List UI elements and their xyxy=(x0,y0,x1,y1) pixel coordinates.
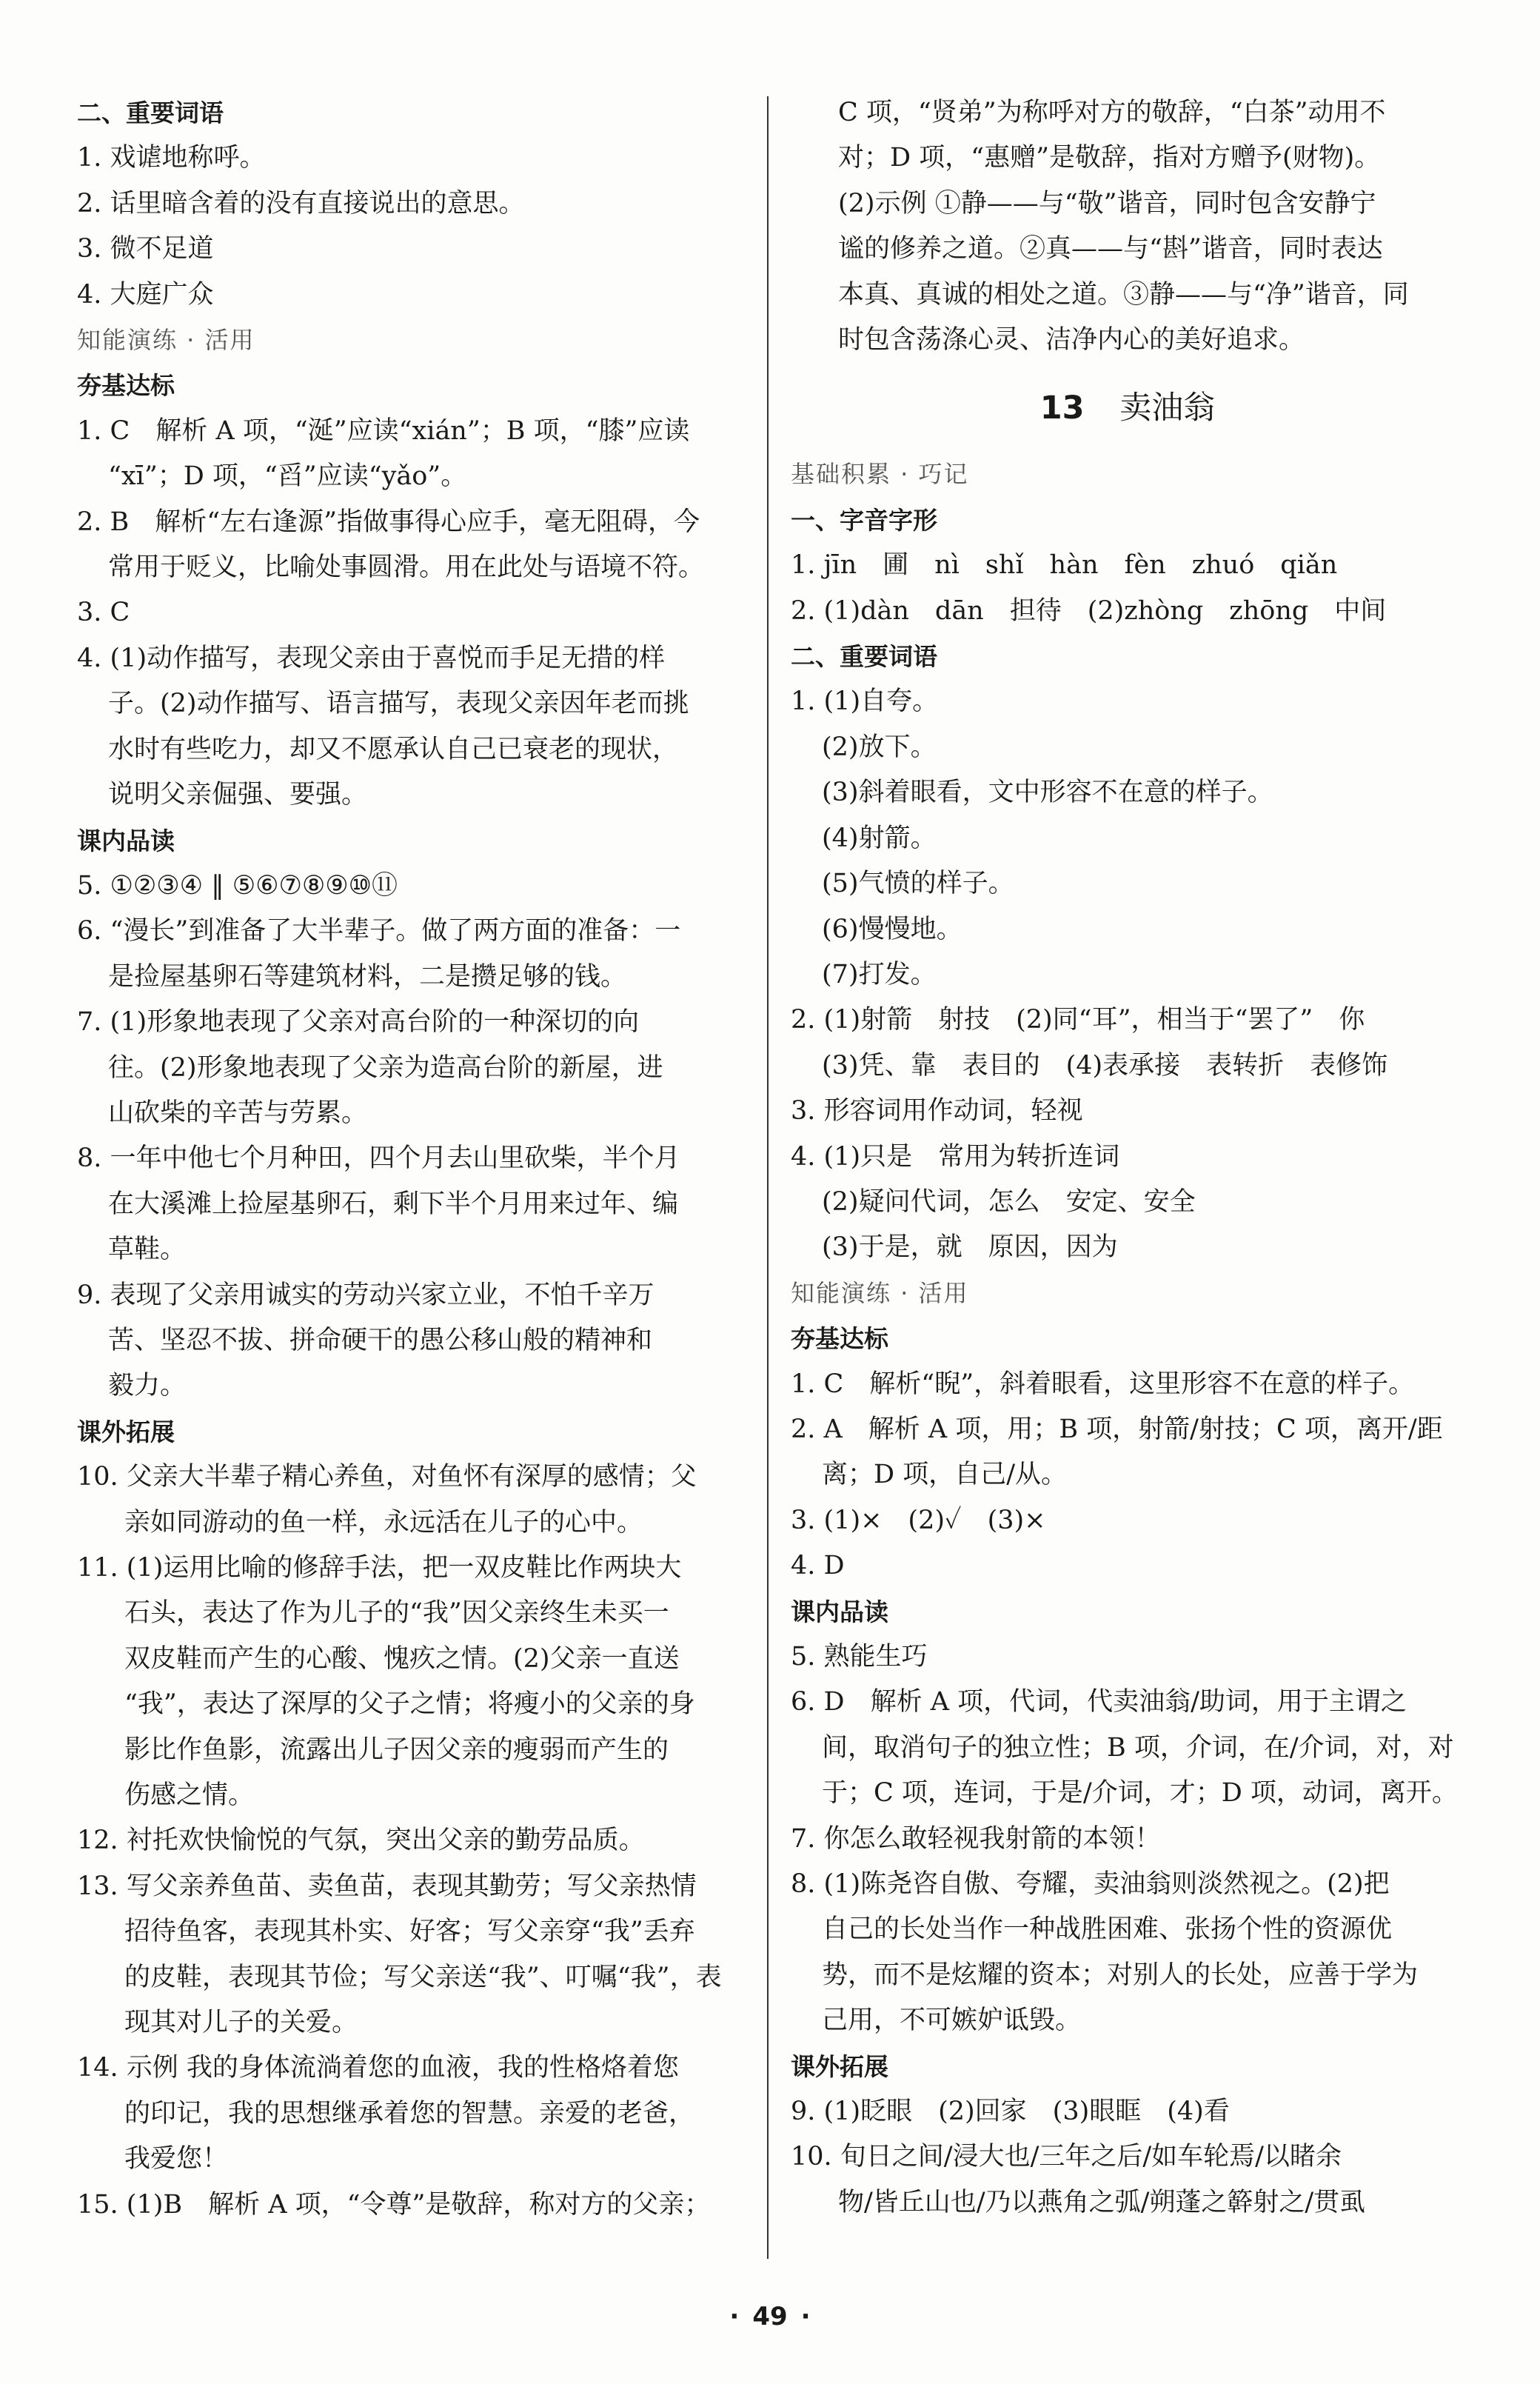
answer-line: 8. 一年中他七个月种田，四个月去山里砍柴，半个月 xyxy=(77,1143,680,1174)
answer-line: 影比作鱼影，流露出儿子因父亲的瘦弱而产生的 xyxy=(124,1734,669,1765)
answer-line: 水时有些吃力，却又不愿承认自己已衰老的现状， xyxy=(108,734,679,764)
answer-line: (5)气愤的样子。 xyxy=(822,869,1014,899)
answer-line: 的皮鞋，表现其节俭；写父亲送“我”、叮嘱“我”，表 xyxy=(124,1962,722,1992)
answer-line: 5. ①②③④ ‖ ⑤⑥⑦⑧⑨⑩⑪ xyxy=(77,870,398,901)
answer-line: (2)疑问代词，怎么 安定、安全 xyxy=(822,1186,1196,1217)
answer-line: 3. C xyxy=(77,598,130,628)
answer-line: 2. B 解析“左右逢源”指做事得心应手，毫无阻碍，今 xyxy=(77,507,700,537)
answer-line: (3)于是，就 原因，因为 xyxy=(822,1232,1118,1263)
lesson-name: 卖油翁 xyxy=(1119,390,1216,427)
answer-line: 时包含荡涤心灵、洁净内心的美好追求。 xyxy=(838,325,1305,355)
answer-line: 4. (1)只是 常用为转折连词 xyxy=(791,1141,1120,1172)
page-number-dot: · xyxy=(729,2302,740,2331)
answer-line: (3)斜着眼看，文中形容不在意的样子。 xyxy=(822,778,1273,808)
answer-line: 1. C 解析 A 项，“涎”应读“xián”；B 项，“膝”应读 xyxy=(77,415,690,446)
answer-line: (7)打发。 xyxy=(822,959,937,989)
answer-line: 自己的长处当作一种战胜困难、张扬个性的资源优 xyxy=(822,1914,1393,1945)
answer-line: 5. 熟能生巧 xyxy=(791,1642,928,1672)
answer-line: 1. C 解析“睨”，斜着眼看，这里形容不在意的样子。 xyxy=(791,1369,1415,1399)
answer-line: 11. (1)运用比喻的修辞手法，把一双皮鞋比作两块大 xyxy=(77,1553,682,1583)
answer-line: “我”，表达了深厚的父子之情；将瘦小的父亲的身 xyxy=(124,1689,695,1720)
answer-line: (2)放下。 xyxy=(822,732,937,762)
answer-line: (4)射箭。 xyxy=(822,823,937,853)
page-number-value: 49 xyxy=(752,2302,788,2331)
answer-line: 7. (1)形象地表现了父亲对高台阶的一种深切的向 xyxy=(77,1007,640,1038)
answer-line: 4. D xyxy=(791,1551,845,1581)
section-banner: 知能演练 · 活用 xyxy=(77,326,255,355)
answer-line: 10. 旬日之间/浸大也/三年之后/如车轮焉/以睹余 xyxy=(791,2142,1342,2172)
answer-line: 6. “漫长”到准备了大半辈子。做了两方面的准备：一 xyxy=(77,916,681,946)
answer-line: 4. (1)动作描写，表现父亲由于喜悦而手足无措的样 xyxy=(77,643,666,673)
section-heading: 夯基达标 xyxy=(791,1324,888,1354)
answer-line: 12. 衬托欢快愉悦的气氛，突出父亲的勤劳品质。 xyxy=(77,1826,645,1856)
answer-line: 招待鱼客，表现其朴实、好客；写父亲穿“我”丢弃 xyxy=(124,1917,695,1947)
answer-line: 6. D 解析 A 项，代词，代卖油翁/助词，用于主谓之 xyxy=(791,1687,1407,1717)
section-heading: 课外拓展 xyxy=(791,2051,888,2081)
answer-line: 往。(2)形象地表现了父亲为造高台阶的新屋，进 xyxy=(108,1052,663,1083)
answer-line: 子。(2)动作描写、语言描写，表现父亲因年老而挑 xyxy=(108,689,689,719)
answer-line: 物/皆丘山也/乃以燕角之弧/朔蓬之簳射之/贯虱 xyxy=(838,2187,1366,2217)
answer-line: 是捡屋基卵石等建筑材料，二是攒足够的钱。 xyxy=(108,961,627,992)
answer-line: 对；D 项，“惠赠”是敬辞，指对方赠予(财物)。 xyxy=(838,143,1381,173)
answer-line: 3. 微不足道 xyxy=(77,234,214,264)
answer-line: 1. (1)自夸。 xyxy=(791,687,939,717)
answer-line: 2. (1)射箭 射技 (2)同“耳”，相当于“罢了” 你 xyxy=(791,1005,1365,1035)
answer-line: (3)凭、靠 表目的 (4)表承接 表转折 表修饰 xyxy=(822,1050,1388,1081)
answer-line: (6)慢慢地。 xyxy=(822,914,962,944)
answer-line: 本真、真诚的相处之道。③静——与“净”谐音，同 xyxy=(838,279,1409,310)
answer-line: 在大溪滩上捡屋基卵石，剩下半个月用来过年、编 xyxy=(108,1189,679,1219)
answer-line: 9. 表现了父亲用诚实的劳动兴家立业，不怕千辛万 xyxy=(77,1280,654,1310)
answer-line: 石头，表达了作为儿子的“我”因父亲终生未买一 xyxy=(124,1598,669,1629)
answer-line: 8. (1)陈尧咨自傲、夸耀，卖油翁则淡然视之。(2)把 xyxy=(791,1869,1390,1900)
answer-line: 草鞋。 xyxy=(108,1235,187,1265)
section-heading: 夯基达标 xyxy=(77,371,175,401)
answer-line: 2. 话里暗含着的没有直接说出的意思。 xyxy=(77,188,525,218)
lesson-title xyxy=(791,375,1464,441)
section-heading: 课内品读 xyxy=(77,826,175,855)
page-number-dot: · xyxy=(800,2302,811,2331)
answer-line: 9. (1)眨眼 (2)回家 (3)眼眶 (4)看 xyxy=(791,2097,1230,2127)
answer-line: 常用于贬义，比喻处事圆滑。用在此处与语境不符。 xyxy=(108,552,705,583)
answer-line: 毅力。 xyxy=(108,1371,187,1401)
answer-line: 离；D 项，自己/从。 xyxy=(822,1460,1067,1490)
answer-line: 4. 大庭广众 xyxy=(77,279,214,310)
section-heading: 课内品读 xyxy=(791,1597,888,1626)
answer-line: 于；C 项，连词，于是/介词，才；D 项，动词，离开。 xyxy=(822,1778,1458,1809)
answer-line: 1. jīn 圃 nì shǐ hàn fèn zhuó qiǎn xyxy=(791,550,1338,581)
answer-line: “xī”；D 项，“舀”应读“yǎo”。 xyxy=(108,461,467,492)
answer-line: 3. (1)× (2)✓ (3)× xyxy=(791,1505,1046,1535)
answer-line: 伤感之情。 xyxy=(124,1780,255,1811)
section-banner: 基础积累 · 巧记 xyxy=(791,460,969,489)
answer-line: 说明父亲倔强、要强。 xyxy=(108,780,368,810)
answer-line: 亲如同游动的鱼一样，永远活在儿子的心中。 xyxy=(124,1507,643,1537)
lesson-number: 13 xyxy=(1040,390,1085,427)
section-heading: 课外拓展 xyxy=(77,1417,175,1446)
answer-line: 10. 父亲大半辈子精心养鱼，对鱼怀有深厚的感情；父 xyxy=(77,1462,697,1492)
answer-line: 双皮鞋而产生的心酸、愧疚之情。(2)父亲一直送 xyxy=(124,1643,680,1674)
left-column xyxy=(77,90,758,2228)
answer-line: 的印记，我的思想继承着您的智慧。亲爱的老爸， xyxy=(124,2098,695,2128)
right-column xyxy=(791,90,1464,2226)
answer-line: 2. (1)dàn dān 担待 (2)zhòng zhōng 中间 xyxy=(791,595,1387,626)
answer-line: 我爱您！ xyxy=(124,2144,229,2174)
answer-line: 谧的修养之道。②真——与“斟”谐音，同时表达 xyxy=(838,234,1383,264)
answer-line: 13. 写父亲养鱼苗、卖鱼苗，表现其勤劳；写父亲热情 xyxy=(77,1871,697,1901)
answer-line: C 项，“贤弟”为称呼对方的敬辞，“白茶”动用不 xyxy=(838,98,1386,127)
column-divider xyxy=(767,96,769,2259)
answer-line: 己用，不可嫉妒诋毁。 xyxy=(822,2006,1082,2036)
section-banner: 知能演练 · 活用 xyxy=(791,1278,969,1307)
answer-line: 间，取消句子的独立性；B 项，介词，在/介词，对，对 xyxy=(822,1732,1454,1763)
answer-line: 势，而不是炫耀的资本；对别人的长处，应善于学为 xyxy=(822,1960,1419,1990)
answer-line: 2. A 解析 A 项，用；B 项，射箭/射技；C 项，离开/距 xyxy=(791,1414,1443,1444)
answer-line: 15. (1)B 解析 A 项，“令尊”是敬辞，称对方的父亲； xyxy=(77,2189,711,2220)
answer-line: 7. 你怎么敢轻视我射箭的本领！ xyxy=(791,1823,1161,1854)
answer-line: 1. 戏谑地称呼。 xyxy=(77,143,266,173)
answer-line: 14. 示例 我的身体流淌着您的血液，我的性格烙着您 xyxy=(77,2053,679,2083)
answer-line: (2)示例 ①静——与“敬”谐音，同时包含安静宁 xyxy=(838,188,1376,218)
answer-line: 现其对儿子的关爱。 xyxy=(124,2008,358,2038)
section-heading: 二、重要词语 xyxy=(77,99,224,127)
answer-line: 苦、坚忍不拔、拼命硬干的愚公移山般的精神和 xyxy=(108,1325,653,1355)
page-number xyxy=(0,2302,1540,2331)
answer-line: 3. 形容词用作动词，轻视 xyxy=(791,1096,1083,1126)
section-heading: 二、重要词语 xyxy=(791,642,937,672)
answer-line: 山砍柴的辛苦与劳累。 xyxy=(108,1098,368,1128)
section-heading: 一、字音字形 xyxy=(791,505,937,535)
